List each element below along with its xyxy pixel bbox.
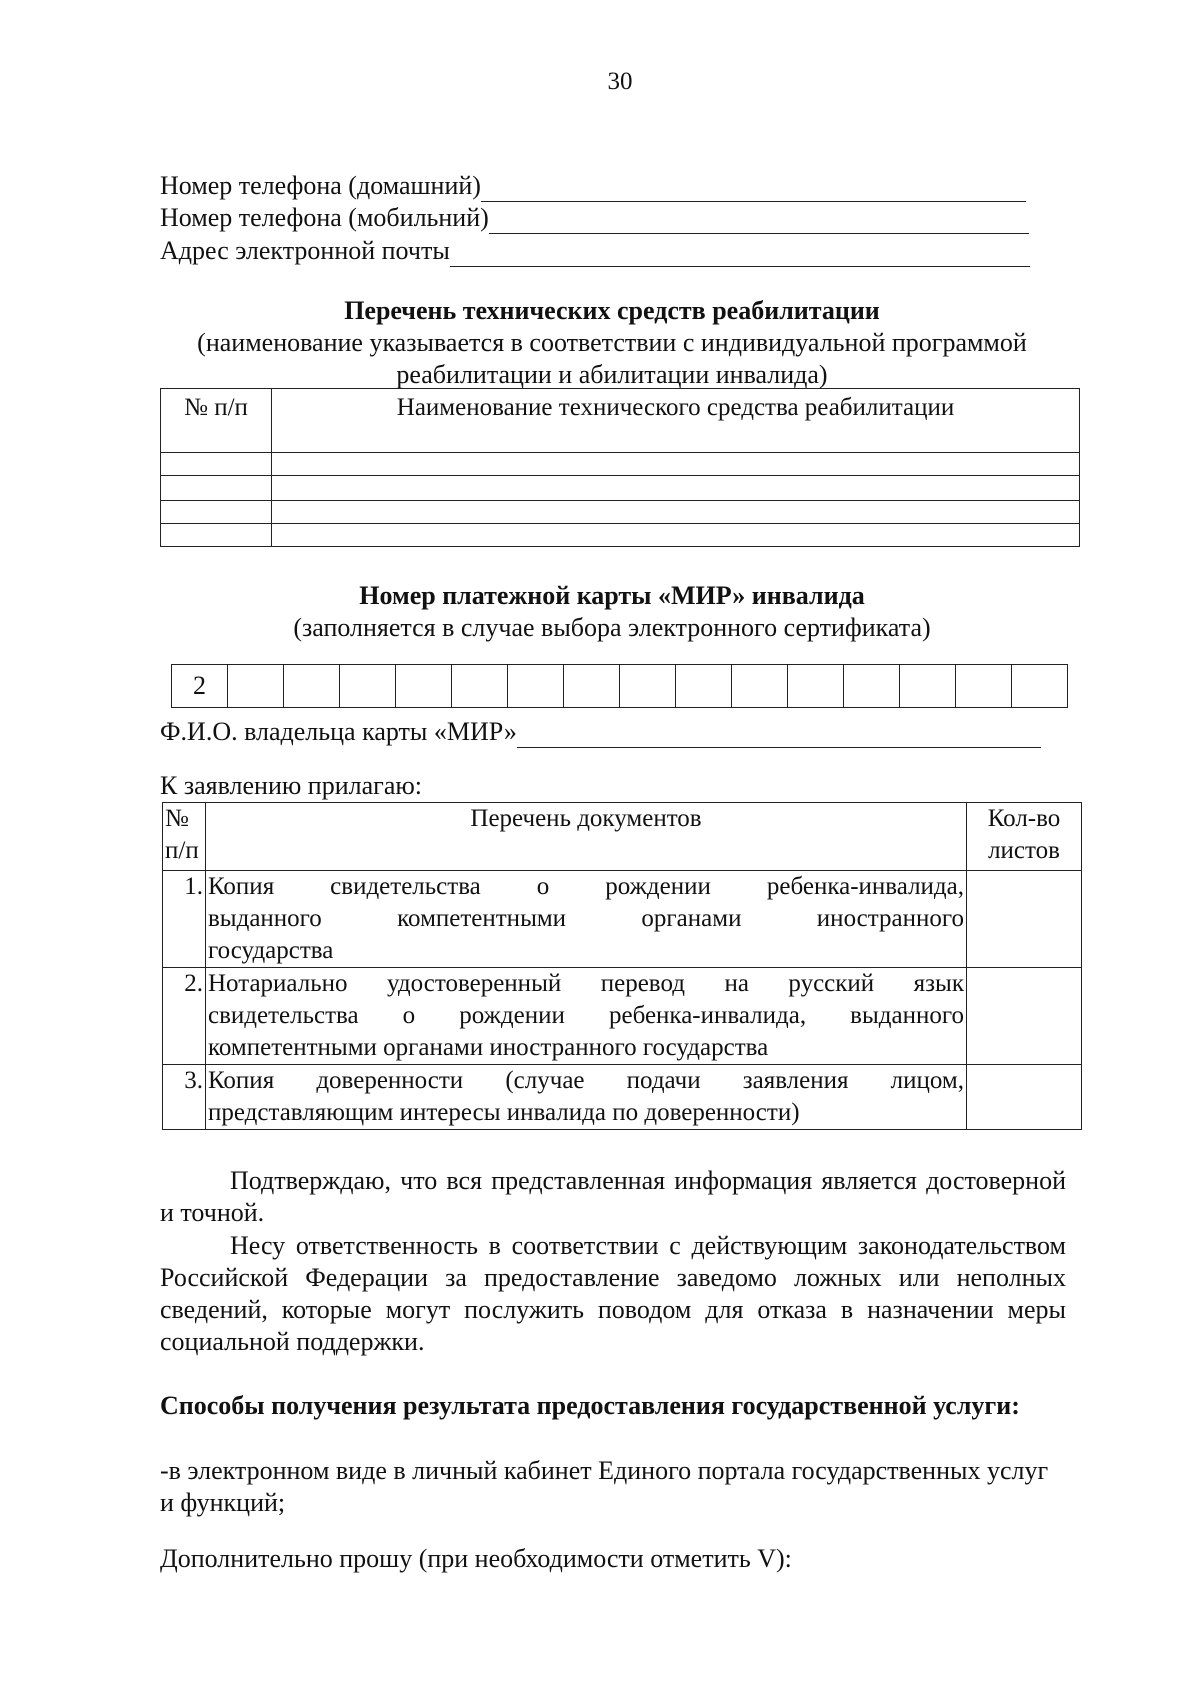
tsr-cell[interactable] (272, 501, 1080, 524)
card-digit-box[interactable] (508, 665, 564, 708)
home-phone-row (160, 170, 1026, 202)
table-row (163, 871, 1082, 968)
tsr-cell[interactable] (272, 476, 1080, 501)
table-row (163, 1065, 1082, 1130)
attachments-table (162, 802, 1082, 1130)
tsr-subtitle-line2: реабилитации и абилитации инвалида) (396, 360, 828, 389)
tsr-table (160, 388, 1080, 547)
row-doc: Копия доверенности (случае подачи заявления лицом, представляющим интересы инвалида по доверенности) (206, 1065, 967, 1130)
email-label: Адрес электронной почты (160, 236, 450, 265)
card-digit-box[interactable] (620, 665, 676, 708)
docs-col-num: № п/п (163, 803, 206, 871)
mobile-phone-row (160, 202, 1029, 234)
result-methods-item: -в электронном виде в личный кабинет Единого портала государственных услуг и функций; (160, 1456, 1049, 1517)
docs-col-docs: Перечень документов (206, 803, 967, 871)
card-owner-label: Ф.И.О. владельца карты «МИР» (160, 717, 517, 746)
tsr-col-name: Наименование технического средства реабилитации (272, 389, 1080, 453)
tsr-col-num: № п/п (161, 389, 272, 453)
card-owner-field[interactable] (517, 721, 1041, 748)
docs-col-sheets: Кол-во листов (967, 803, 1082, 871)
row-num: 2. (163, 968, 206, 1065)
card-digit-box[interactable] (956, 665, 1012, 708)
row-sheets[interactable] (967, 968, 1082, 1065)
tsr-cell[interactable] (161, 476, 272, 501)
email-field[interactable] (450, 240, 1030, 267)
tsr-cell[interactable] (161, 501, 272, 524)
tsr-title: Перечень технических средств реабилитации (344, 296, 880, 325)
home-phone-label: Номер телефона (домашний) (160, 171, 481, 200)
home-phone-field[interactable] (481, 175, 1026, 202)
tsr-heading (150, 295, 1074, 391)
tsr-cell[interactable] (272, 453, 1080, 476)
card-owner-row (160, 716, 1041, 748)
confirm-paragraph: Подтверждаю, что вся представленная информация является достоверной и точной. (160, 1166, 1066, 1227)
card-digit-box[interactable] (396, 665, 452, 708)
card-digit-box[interactable] (228, 665, 284, 708)
email-row (160, 235, 1030, 267)
card-heading (150, 580, 1074, 644)
card-digit-box[interactable] (676, 665, 732, 708)
table-row (163, 968, 1082, 1065)
additional-request: Дополнительно прошу (при необходимости отметить V): (160, 1544, 792, 1573)
responsibility-paragraph: Несу ответственность в соответствии с действующим законодательством Российской Федерации за предоставление заведомо ложных или неполных сведений, которые могут послужить поводом для отказа в назначении меры социальной поддержки. (160, 1231, 1066, 1356)
result-methods-title: Способы получения результата предоставления государственной услуги: (160, 1391, 1020, 1420)
tsr-cell[interactable] (272, 524, 1080, 547)
row-num: 3. (163, 1065, 206, 1130)
row-sheets[interactable] (967, 871, 1082, 968)
page-number: 30 (607, 68, 633, 95)
attachments-heading: К заявлению прилагаю: (160, 771, 423, 800)
row-sheets[interactable] (967, 1065, 1082, 1130)
card-digit-box[interactable] (900, 665, 956, 708)
mobile-phone-field[interactable] (489, 207, 1029, 234)
card-subtitle: (заполняется в случае выбора электронного сертификата) (293, 613, 931, 642)
card-title: Номер платежной карты «МИР» инвалида (359, 581, 865, 610)
row-doc: Копия свидетельства о рождении ребенка-инвалида, выданного компетентными органами иностранного государства (206, 871, 967, 968)
tsr-cell[interactable] (161, 524, 272, 547)
card-digit-box[interactable] (564, 665, 620, 708)
card-digit-box[interactable]: 2 (172, 665, 228, 708)
row-num: 1. (163, 871, 206, 968)
tsr-cell[interactable] (161, 453, 272, 476)
card-digit-box[interactable] (284, 665, 340, 708)
card-digit-box[interactable] (452, 665, 508, 708)
tsr-subtitle-line1: (наименование указывается в соответствии с индивидуальной программой (197, 328, 1027, 357)
mobile-phone-label: Номер телефона (мобильний) (160, 203, 489, 232)
card-digit-box[interactable] (1012, 665, 1068, 708)
card-digit-box[interactable] (732, 665, 788, 708)
card-digit-box[interactable] (340, 665, 396, 708)
row-doc: Нотариально удостоверенный перевод на русский язык свидетельства о рождении ребенка-инвалида, выданного компетентными органами иностранного государства (206, 968, 967, 1065)
card-digit-box[interactable] (844, 665, 900, 708)
card-number-boxes (171, 664, 1068, 708)
card-digit-box[interactable] (788, 665, 844, 708)
